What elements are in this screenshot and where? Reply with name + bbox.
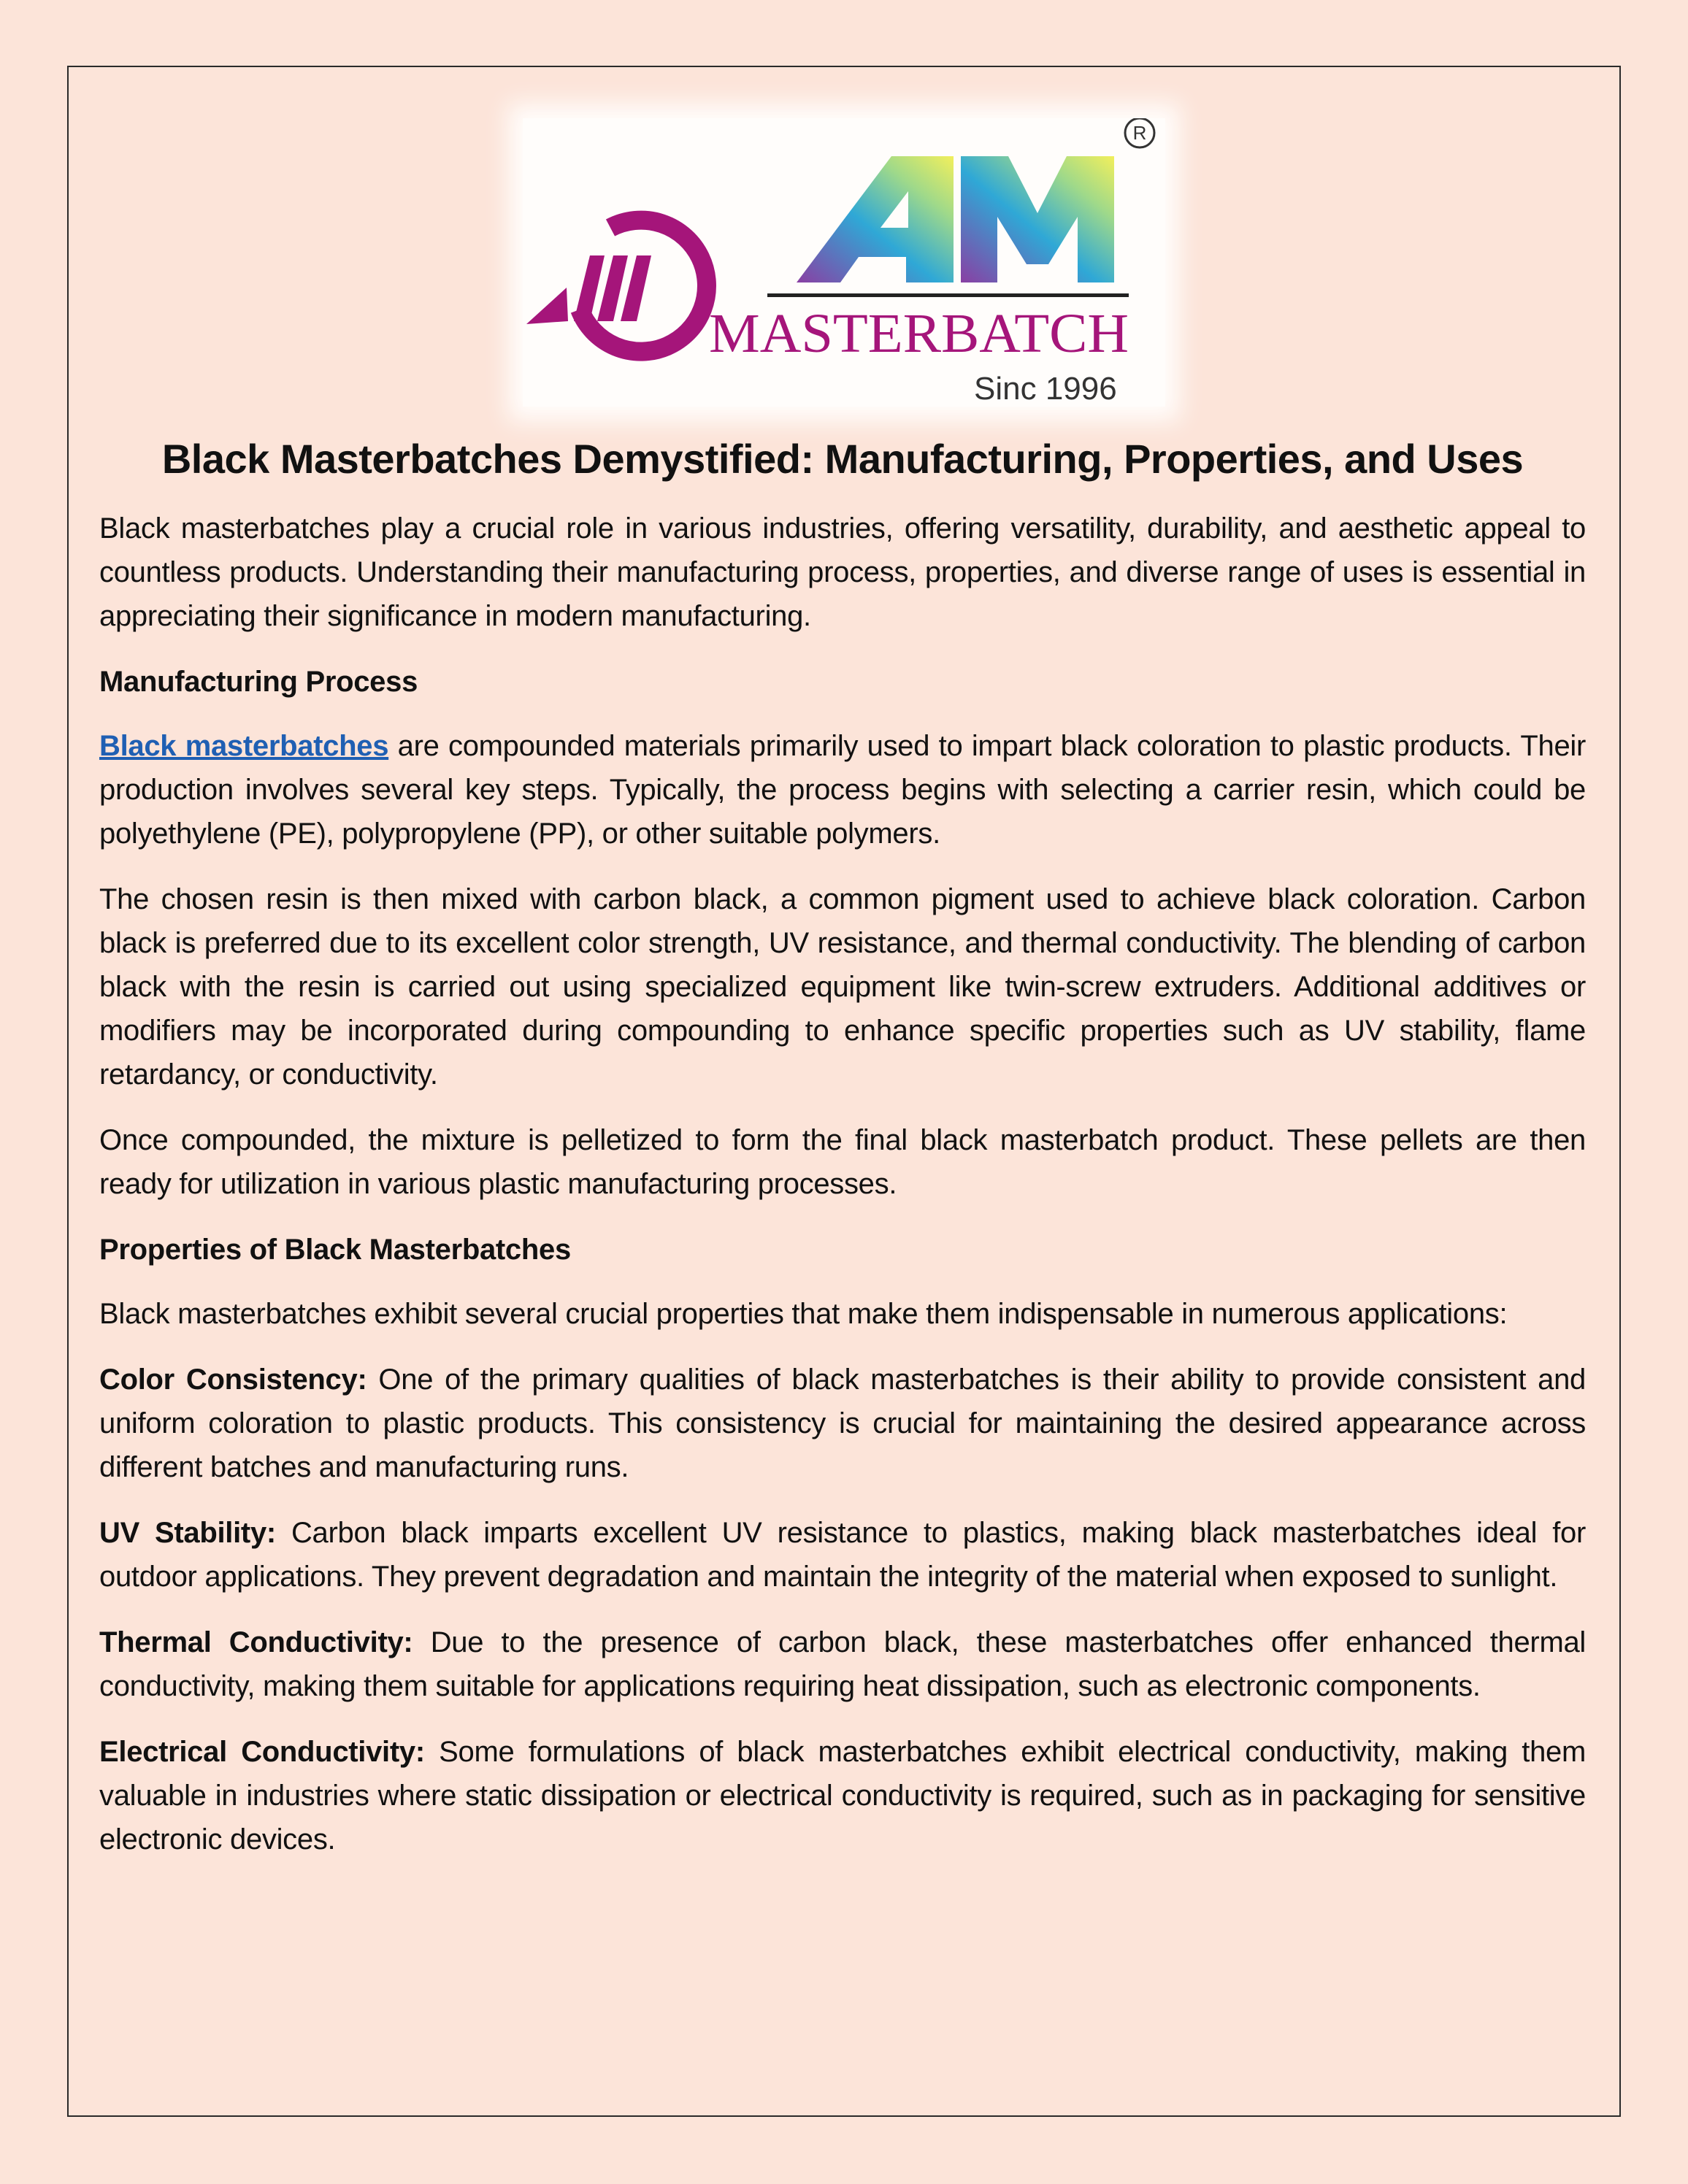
properties-heading: Properties of Black Masterbatches xyxy=(99,1234,571,1266)
properties-intro: Black masterbatches exhibit several crucial properties that make them indispensable in numerous applications: xyxy=(99,1298,1508,1330)
property-text: Carbon black imparts excellent UV resistance to plastics, making black masterbatches ideal for outdoor applications. They prevent degradation and maintain the integrity of the material when exposed to sunlight. xyxy=(99,1517,1586,1593)
am-letters-icon xyxy=(797,156,1114,282)
manufacturing-heading: Manufacturing Process xyxy=(99,666,418,698)
property-term: Color Consistency: xyxy=(99,1364,367,1396)
logo-since: Sinc 1996 xyxy=(974,371,1117,407)
property-term: Thermal Conductivity: xyxy=(99,1626,413,1658)
logo-wordmark: MASTERBATCH xyxy=(709,303,1129,364)
property-thermal-conductivity xyxy=(99,1620,1586,1708)
page-title: Black Masterbatches Demystified: Manufacturing, Properties, and Uses xyxy=(161,436,1524,482)
property-color-consistency xyxy=(99,1358,1586,1489)
svg-text:R: R xyxy=(1132,122,1147,144)
logo-area xyxy=(99,109,1586,416)
black-masterbatches-link[interactable]: Black masterbatches xyxy=(99,730,389,762)
document-content xyxy=(99,109,1586,1883)
manufacturing-paragraph-2: The chosen resin is then mixed with carbon black, a common pigment used to achieve black coloration. Carbon black is preferred due to its excellent color strength, UV resistance, and thermal conductivity. The blending of carbon black with the resin is carried out using specialized equipment like twin-screw extruders. Additional additives or modifiers may be incorporated during compounding to enhance specific properties such as UV stability, flame retardancy, or conductivity. xyxy=(99,883,1586,1091)
company-logo xyxy=(523,118,1165,407)
property-text: Due to the presence of carbon black, these masterbatches offer enhanced thermal conductivity, making them suitable for applications requiring heat dissipation, such as electronic components. xyxy=(99,1626,1587,1702)
manufacturing-paragraph-1-text: are compounded materials primarily used to impart black coloration to plastic products. Their production involves several key steps. Typically, the process begins with selecting a carrier resin, which could be polyethylene (PE), polypropylene (PP), or other suitable polymers. xyxy=(99,730,1587,850)
property-text: One of the primary qualities of black masterbatches is their ability to provide consistent and uniform coloration to plastic products. This consistency is crucial for maintaining the desired appearance across different batches and manufacturing runs. xyxy=(99,1364,1586,1483)
property-term: Electrical Conductivity: xyxy=(99,1736,425,1768)
property-electrical-conductivity xyxy=(99,1730,1586,1861)
logo-divider xyxy=(767,293,1129,297)
logo-graphic xyxy=(523,118,1165,407)
property-term: UV Stability: xyxy=(99,1517,276,1549)
property-text: Some formulations of black masterbatches exhibit electrical conductivity, making them valuable in industries where static dissipation or electrical conductivity is required, such as in packaging for sensitive electronic devices. xyxy=(99,1736,1586,1856)
manufacturing-paragraph-1 xyxy=(99,724,1586,855)
intro-paragraph: Black masterbatches play a crucial role in various industries, offering versatility, durability, and aesthetic appeal to countless products. Understanding their manufacturing process, properties, and diverse range of uses is essential in appreciating their significance in modern manufacturing. xyxy=(99,512,1586,632)
manufacturing-paragraph-3: Once compounded, the mixture is pelletized to form the final black masterbatch product. These pellets are then ready for utilization in various plastic manufacturing processes. xyxy=(99,1124,1586,1200)
property-uv-stability xyxy=(99,1511,1586,1599)
emblem-icon xyxy=(526,220,707,352)
